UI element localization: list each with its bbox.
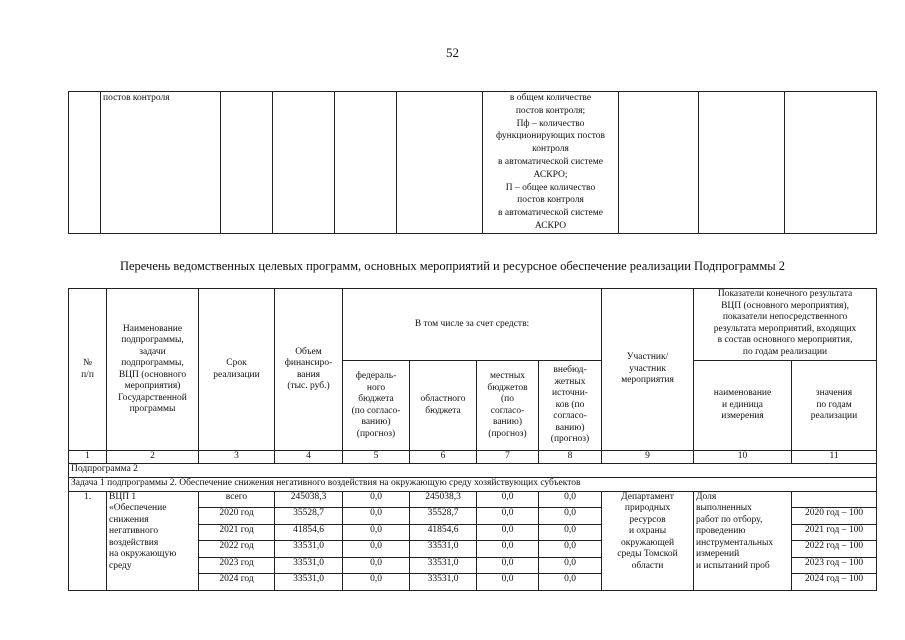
- page-number: 52: [446, 45, 459, 60]
- row-period: 2020 год: [199, 508, 275, 525]
- row-total: 35528,7: [275, 508, 343, 525]
- formula-line: контроля: [532, 144, 569, 155]
- formula-line: постов контроля;: [515, 105, 586, 116]
- row-local: 0,0: [477, 508, 539, 525]
- row-total: 33531,0: [275, 541, 343, 558]
- row-local: 0,0: [477, 491, 539, 508]
- top-cell-3: [221, 92, 273, 234]
- top-cell-4: [273, 92, 335, 234]
- top-cell-9: [699, 92, 785, 234]
- row-extrabudget: 0,0: [539, 541, 602, 558]
- row-indicator-value: 2020 год – 100: [792, 508, 877, 525]
- top-cell-5: [335, 92, 397, 234]
- row-federal: 0,0: [343, 574, 410, 591]
- table-row: [69, 491, 877, 508]
- row-federal: 0,0: [343, 508, 410, 525]
- row-regional: 33531,0: [410, 574, 477, 591]
- subprogram-row: Подпрограмма 2: [69, 463, 877, 477]
- top-cell-formula: [483, 92, 619, 234]
- program-table: [68, 288, 877, 591]
- column-number: 2: [107, 451, 199, 464]
- column-number: 3: [199, 451, 275, 464]
- row-extrabudget: 0,0: [539, 557, 602, 574]
- row-regional: 33531,0: [410, 541, 477, 558]
- row-period: 2022 год: [199, 541, 275, 558]
- row-total: 33531,0: [275, 574, 343, 591]
- row-regional: 35528,7: [410, 508, 477, 525]
- header-name: Наименование подпрограммы, задачи подпрограммы, ВЦП (основного мероприятия) Государственной программы: [107, 289, 199, 451]
- row-indicator-value: 2023 год – 100: [792, 557, 877, 574]
- top-cell-6: [397, 92, 483, 234]
- row-local: 0,0: [477, 524, 539, 541]
- vcp-indicator-name: Доля выполненных работ по отбору, проведению инструментальных измерений и испытаний проб: [694, 491, 792, 590]
- column-number: 1: [69, 451, 107, 464]
- column-number: 5: [343, 451, 410, 464]
- header-funding-group: В том числе за счет средств:: [343, 289, 602, 361]
- header-period: Срок реализации: [199, 289, 275, 451]
- row-regional: 41854,6: [410, 524, 477, 541]
- header-indicator-values: значения по годам реализации: [792, 361, 877, 451]
- formula-line: Пф – количество: [516, 118, 585, 129]
- row-period: 2023 год: [199, 557, 275, 574]
- row-local: 0,0: [477, 541, 539, 558]
- header-indicator-name: наименование и единица измерения: [694, 361, 792, 451]
- row-period: 2021 год: [199, 524, 275, 541]
- row-local: 0,0: [477, 574, 539, 591]
- header-regional: областного бюджета: [410, 361, 477, 451]
- row-period: 2024 год: [199, 574, 275, 591]
- formula-line: П – общее количество: [505, 182, 596, 193]
- task-row: Задача 1 подпрограммы 2. Обеспечение снижения негативного воздействия на окружающую среду хозяйствующих субъектов: [69, 477, 877, 491]
- formula-line: в автоматической системе: [498, 208, 603, 219]
- header-local: местных бюджетов (по согласо- ванию) (прогноз): [477, 361, 539, 451]
- header-number: № п/п: [69, 289, 107, 451]
- formula-line: в общем количестве: [509, 93, 592, 103]
- row-period: всего: [199, 491, 275, 508]
- header-volume: Объем финансиро- вания (тыс. руб.): [275, 289, 343, 451]
- row-regional: 33531,0: [410, 557, 477, 574]
- row-local: 0,0: [477, 557, 539, 574]
- row-extrabudget: 0,0: [539, 524, 602, 541]
- column-number: 9: [602, 451, 694, 464]
- formula-line: АСКРО;: [533, 169, 568, 180]
- formula-line: функционирующих постов: [496, 131, 605, 142]
- row-federal: 0,0: [343, 541, 410, 558]
- continued-table: [68, 91, 877, 234]
- row-extrabudget: 0,0: [539, 508, 602, 525]
- row-extrabudget: 0,0: [539, 574, 602, 591]
- formula-line: АСКРО: [534, 220, 567, 231]
- column-number: 8: [539, 451, 602, 464]
- column-number: 4: [275, 451, 343, 464]
- vcp-number: 1.: [69, 491, 107, 590]
- row-total: 33531,0: [275, 557, 343, 574]
- row-total: 41854,6: [275, 524, 343, 541]
- column-number: 11: [792, 451, 877, 464]
- header-extrabudget: внебюд- жетных источни- ков (по согласо- ванию) (прогноз): [539, 361, 602, 451]
- column-number: 6: [410, 451, 477, 464]
- formula-line: в автоматической системе: [498, 156, 603, 167]
- row-indicator-value: 2024 год – 100: [792, 574, 877, 591]
- top-cell-name: постов контроля: [101, 92, 221, 234]
- vcp-name: ВЦП 1 «Обеспечение снижения негативного воздействия на окружающую среду: [107, 491, 199, 590]
- section-title: Перечень ведомственных целевых программ, основных мероприятий и ресурсное обеспечение реализации Подпрограммы 2: [119, 259, 786, 273]
- row-indicator-value: [792, 491, 877, 508]
- formula-line: постов контроля: [517, 195, 584, 206]
- header-indicators-group: Показатели конечного результата ВЦП (основного мероприятия), показатели непосредственного результата мероприятий, входящих в состав основного мероприятия, по годам реализации: [694, 289, 877, 361]
- top-cell-10: [785, 92, 877, 234]
- header-participant: Участник/ участник мероприятия: [602, 289, 694, 451]
- row-total: 245038,3: [275, 491, 343, 508]
- row-federal: 0,0: [343, 491, 410, 508]
- row-indicator-value: 2022 год – 100: [792, 541, 877, 558]
- row-regional: 245038,3: [410, 491, 477, 508]
- row-extrabudget: 0,0: [539, 491, 602, 508]
- column-number: 10: [694, 451, 792, 464]
- vcp-participant: Департамент природных ресурсов и охраны окружающей среды Томской области: [602, 491, 694, 590]
- header-federal: федераль- ного бюджета (по согласо- ванию) (прогноз): [343, 361, 410, 451]
- column-number: 7: [477, 451, 539, 464]
- top-cell-1: [69, 92, 101, 234]
- row-federal: 0,0: [343, 557, 410, 574]
- row-indicator-value: 2021 год – 100: [792, 524, 877, 541]
- top-cell-8: [619, 92, 699, 234]
- row-federal: 0,0: [343, 524, 410, 541]
